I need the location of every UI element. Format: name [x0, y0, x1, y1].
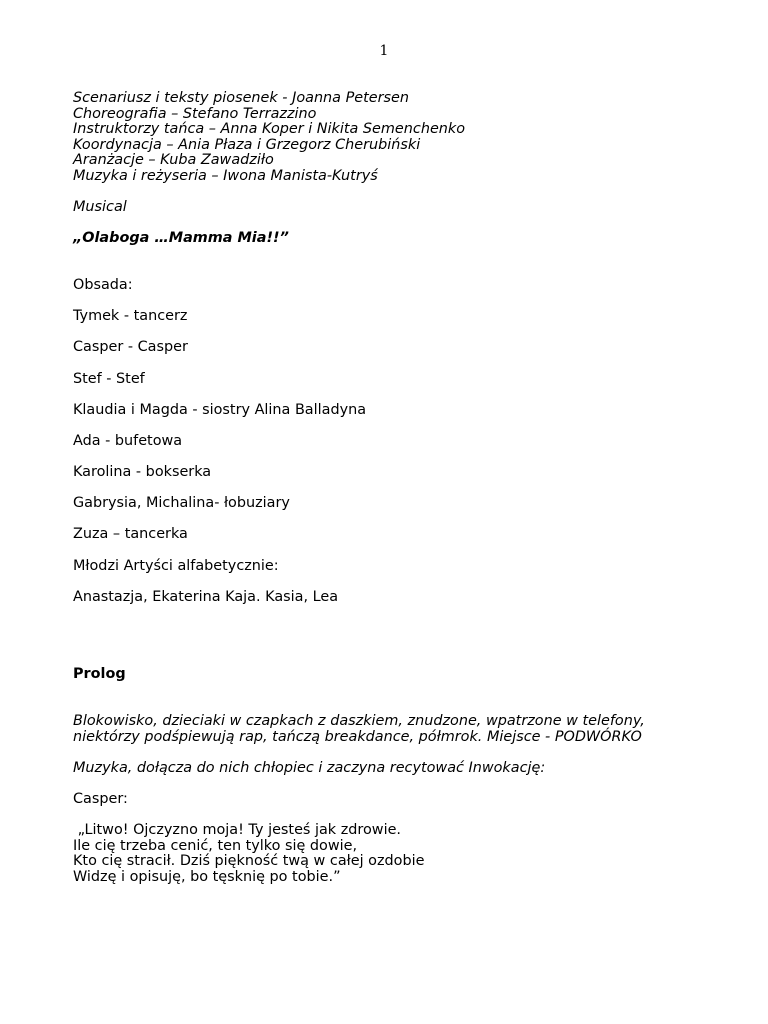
- cast-item: Klaudia i Magda - siostry Alina Balladyna: [73, 401, 367, 418]
- music-direction: Muzyka, dołącza do nich chłopiec i zaczyna recytować Inwokację:: [73, 759, 546, 776]
- credit-line: Scenariusz i teksty piosenek - Joanna Petersen: [73, 90, 409, 106]
- cast-item: Ada - bufetowa: [73, 432, 183, 449]
- musical-title: „Olaboga …Mamma Mia!!”: [73, 230, 289, 247]
- scene-line: Blokowisko, dzieciaki w czapkach z daszkiem, znudzone, wpatrzone w telefony,: [73, 713, 645, 729]
- credit-line: Koordynacja – Ania Płaza i Grzegorz Cherubiński: [73, 136, 421, 153]
- scene-description: [73, 714, 713, 745]
- document-body: [73, 91, 713, 885]
- verse-block: [73, 823, 713, 885]
- credit-line: Choreografia – Stefano Terrazzino: [73, 105, 317, 122]
- verse-line: „Litwo! Ojczyzno moja! Ty jesteś jak zdrowie.: [73, 821, 402, 838]
- verse-line: Ile cię trzeba cenić, ten tylko się dowie,: [73, 837, 358, 854]
- cast-item: Tymek - tancerz: [73, 308, 188, 325]
- cast-item: Stef - Stef: [73, 370, 145, 387]
- credit-line: Instruktorzy tańca – Anna Koper i Nikita Semenchenko: [73, 121, 466, 138]
- cast-header: Obsada:: [73, 276, 133, 293]
- credits-block: [73, 91, 713, 185]
- cast-item: Zuza – tancerka: [73, 526, 188, 543]
- cast-item: Gabrysia, Michalina- łobuziary: [73, 495, 290, 512]
- section-heading-prolog: Prolog: [73, 666, 126, 683]
- cast-item: Anastazja, Ekaterina Kaja. Kasia, Lea: [73, 588, 339, 605]
- cast-list: [73, 309, 713, 605]
- genre-label: Musical: [73, 198, 127, 215]
- scene-line: niektórzy podśpiewują rap, tańczą breakdance, półmrok. Miejsce - PODWÓRKO: [73, 728, 642, 745]
- credit-line: Muzyka i reżyseria – Iwona Manista-Kutryś: [73, 167, 378, 184]
- cast-item: Casper - Casper: [73, 339, 188, 356]
- credit-line: Aranżacje – Kuba Zawadziło: [73, 152, 274, 169]
- speaker-name: Casper:: [73, 790, 128, 807]
- verse-line: Kto cię stracił. Dziś piękność twą w całej ozdobie: [73, 853, 425, 870]
- page-number: 1: [379, 43, 389, 59]
- verse-line: Widzę i opisuję, bo tęsknię po tobie.”: [73, 868, 341, 885]
- cast-item: Młodzi Artyści alfabetycznie:: [73, 557, 279, 574]
- cast-item: Karolina - bokserka: [73, 464, 212, 481]
